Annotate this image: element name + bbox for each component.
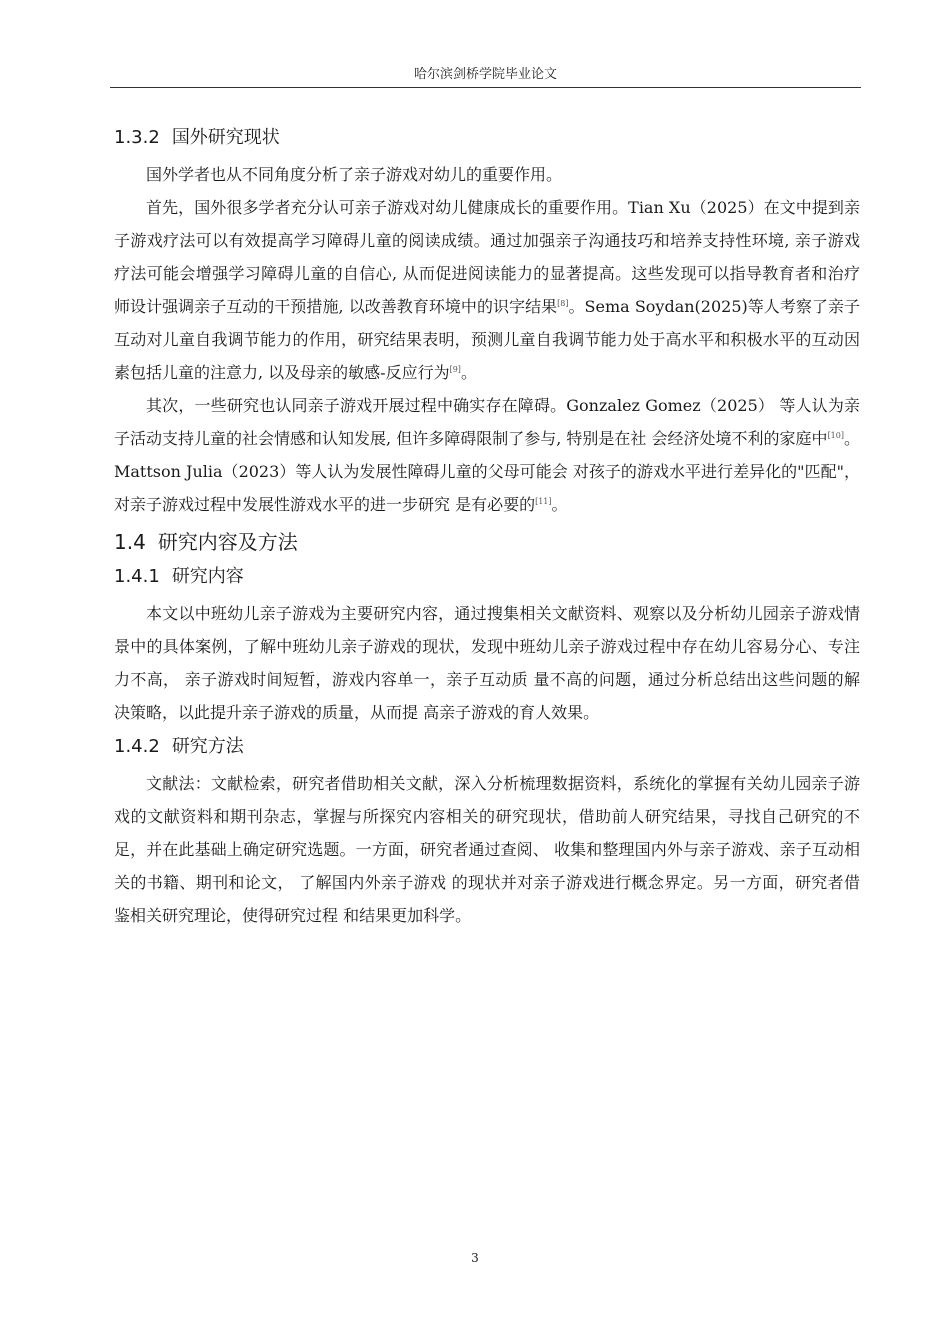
- text-run: 本文以中班幼儿亲子游戏为主要研究内容，通过搜集相关文献资料、观察以及分析幼儿园亲子游戏情景中的具体案例，了解中班幼儿亲子游戏的现状，发现中班幼儿亲子游戏过程中存在幼儿容易分心、专注力不高， 亲子游戏时间短暂，游戏内容单一，亲子互动质 量不高的问题，通过分析总结出这些问题的解决策略，以此提升亲子游戏的质量，从而提 高亲子游戏的育人效果。: [114, 604, 860, 722]
- heading-title: 研究内容及方法: [157, 530, 298, 554]
- citation-marker: [10]: [827, 431, 844, 440]
- paragraph: [114, 597, 860, 729]
- text-run: 首先，国外很多学者充分认可亲子游戏对幼儿健康成长的重要作用。Tian Xu（2025）在文中提到亲子游戏疗法可以有效提高学习障碍儿童的阅读成绩。通过加强亲子沟通技巧和培养支持性环境, 亲子游戏疗法可能会增强学习障碍儿童的自信心, 从而促进阅读能力的显著提高。这些发现可以指导教育者和治疗师设计强调亲子互动的干预措施, 以改善教育环境中的识字结果: [114, 198, 860, 316]
- heading-1-4-2: [114, 733, 860, 761]
- citation-marker: [8]: [557, 299, 569, 308]
- text-run: 。Sema Soydan(2025)等人考察了亲子互动对儿童自我调节能力的作用，研究结果表明，预测儿童自我调节能力处于高水平和积极水平的互动因素包括儿童的注意力, 以及母亲的敏感-反应行为: [114, 297, 860, 382]
- page-header: 哈尔滨剑桥学院毕业论文: [413, 67, 557, 82]
- heading-number: 1.4: [114, 530, 146, 554]
- paragraph: [114, 158, 860, 191]
- heading-1-3-2: [114, 124, 860, 152]
- document-body: [114, 124, 860, 932]
- text-run: 其次，一些研究也认同亲子游戏开展过程中确实存在障碍。Gonzalez Gomez（2025） 等人认为亲子活动支持儿童的社会情感和认知发展, 但许多障碍限制了参与, 特别是在社 会经济处境不利的家庭中: [114, 396, 860, 448]
- heading-title: 研究方法: [171, 736, 244, 757]
- heading-number: 1.4.2: [114, 736, 160, 757]
- text-run: 。: [551, 495, 568, 514]
- text-run: 。Mattson Julia（2023）等人认为发展性障碍儿童的父母可能会 对孩子的游戏水平进行差异化的"匹配"，对亲子游戏过程中发展性游戏水平的进一步研究 是有必要的: [114, 429, 860, 514]
- heading-1-4: [114, 527, 860, 557]
- heading-title: 研究内容: [171, 566, 244, 587]
- paragraph: [114, 191, 860, 389]
- heading-title: 国外研究现状: [171, 127, 280, 148]
- text-run: 文献法：文献检索，研究者借助相关文献，深入分析梳理数据资料，系统化的掌握有关幼儿园亲子游戏的文献资料和期刊杂志，掌握与所探究内容相关的研究现状，借助前人研究结果，寻找自己研究的不足，并在此基础上确定研究选题。一方面，研究者通过查阅、 收集和整理国内外与亲子游戏、亲子互动相关的书籍、期刊和论文， 了解国内外亲子游戏 的现状并对亲子游戏进行概念界定。另一方面，研究者借鉴相关研究理论，使得研究过程 和结果更加科学。: [114, 774, 860, 925]
- heading-number: 1.4.1: [114, 566, 160, 587]
- citation-marker: [9]: [449, 365, 461, 374]
- heading-number: 1.3.2: [114, 127, 160, 148]
- page-number: 3: [471, 1251, 479, 1265]
- paragraph: [114, 389, 860, 521]
- text-run: 国外学者也从不同角度分析了亲子游戏对幼儿的重要作用。: [146, 165, 563, 184]
- heading-1-4-1: [114, 563, 860, 591]
- citation-marker: [11]: [535, 497, 552, 506]
- header-rule: [110, 87, 861, 88]
- text-run: 。: [460, 363, 477, 382]
- paragraph: [114, 767, 860, 932]
